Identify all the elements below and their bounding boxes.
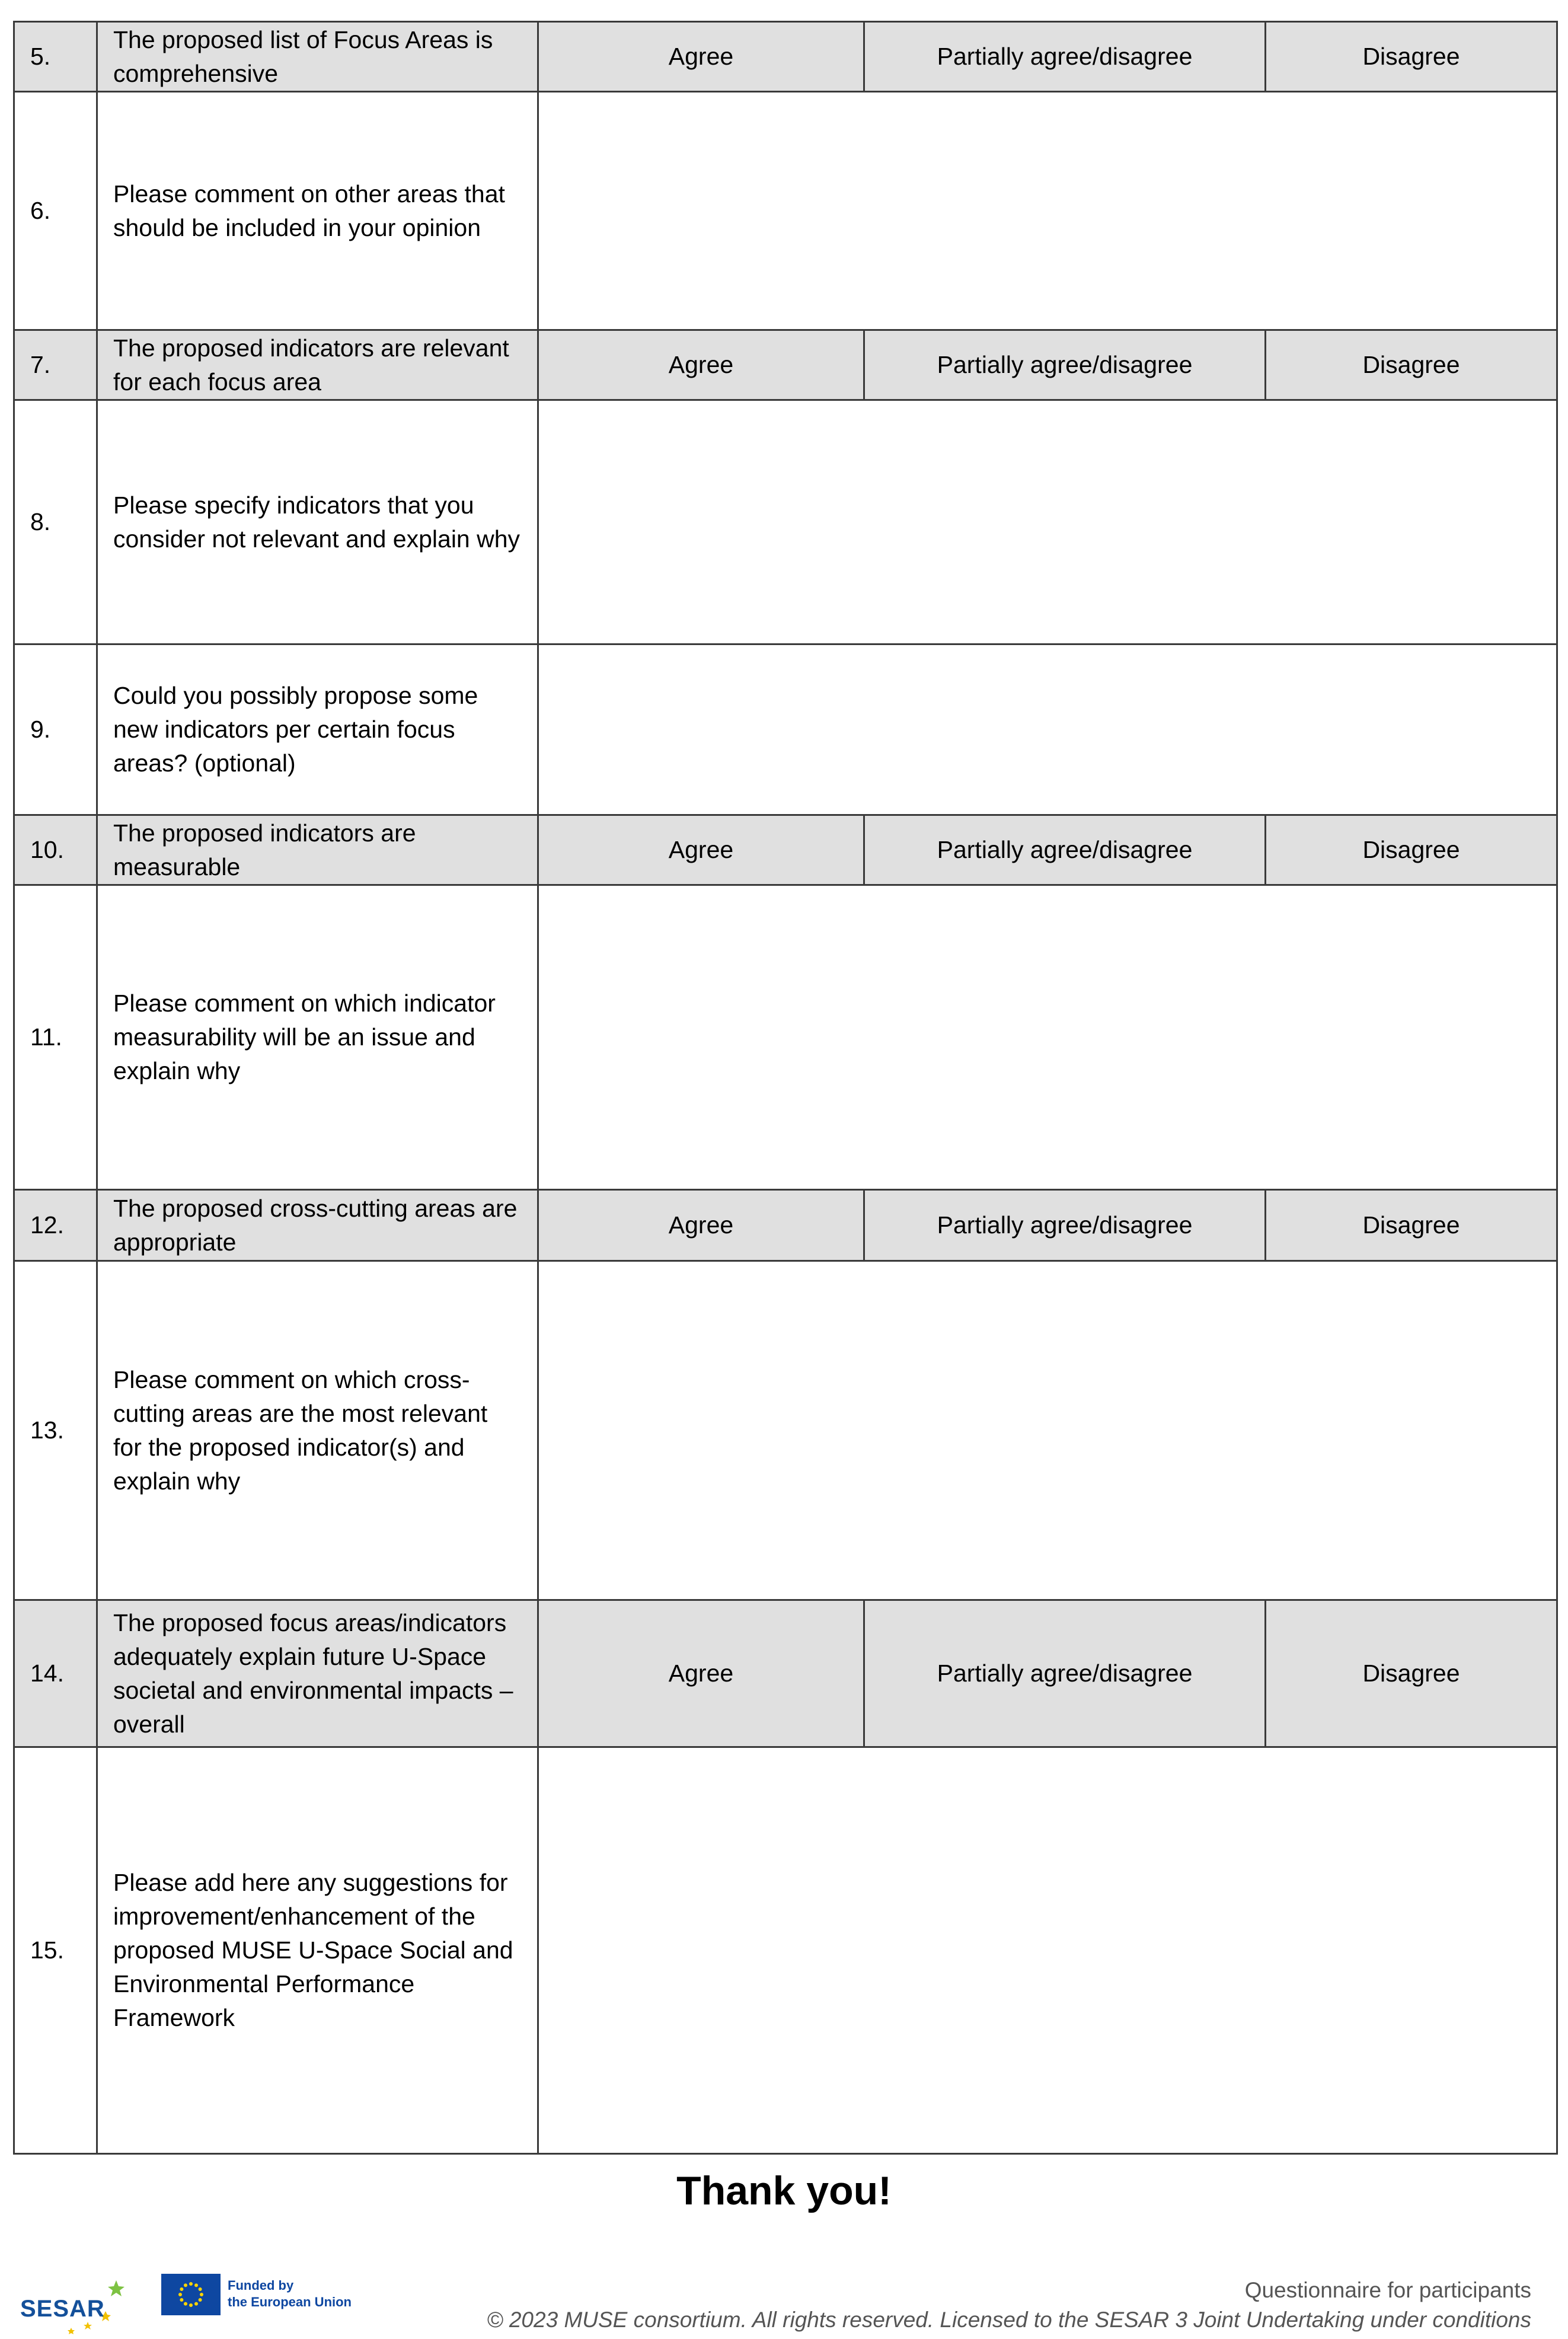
question-text: The proposed indicators are measurable — [97, 815, 538, 885]
option-disagree[interactable]: Disagree — [1266, 330, 1557, 400]
question-number: 9. — [14, 644, 97, 815]
question-text: The proposed cross-cutting areas are appropriate — [97, 1190, 538, 1261]
option-agree[interactable]: Agree — [538, 22, 864, 92]
option-partially-agree[interactable]: Partially agree/disagree — [864, 1190, 1266, 1261]
answer-field[interactable] — [538, 1261, 1557, 1600]
question-number: 8. — [14, 400, 97, 644]
question-number: 10. — [14, 815, 97, 885]
question-text: The proposed indicators are relevant for each focus area — [97, 330, 538, 400]
question-row-10 — [14, 815, 1557, 885]
option-agree[interactable]: Agree — [538, 1600, 864, 1747]
answer-field[interactable] — [538, 92, 1557, 330]
eu-funding-text: Funded by the European Union — [228, 2278, 352, 2309]
answer-field[interactable] — [538, 400, 1557, 644]
option-partially-agree[interactable]: Partially agree/disagree — [864, 22, 1266, 92]
question-row-8 — [14, 400, 1557, 644]
question-row-12 — [14, 1190, 1557, 1261]
option-partially-agree[interactable]: Partially agree/disagree — [864, 815, 1266, 885]
question-number: 12. — [14, 1190, 97, 1261]
option-partially-agree[interactable]: Partially agree/disagree — [864, 1600, 1266, 1747]
option-disagree[interactable]: Disagree — [1266, 1600, 1557, 1747]
question-text: Please comment on which indicator measurability will be an issue and explain why — [97, 885, 538, 1190]
option-disagree[interactable]: Disagree — [1266, 815, 1557, 885]
question-row-13 — [14, 1261, 1557, 1600]
questionnaire-table — [13, 21, 1558, 2155]
answer-field[interactable] — [538, 644, 1557, 815]
option-agree[interactable]: Agree — [538, 330, 864, 400]
question-text: Please comment on other areas that should be included in your opinion — [97, 92, 538, 330]
question-row-11 — [14, 885, 1557, 1190]
question-text: Please add here any suggestions for improvement/enhancement of the proposed MUSE U-Space Social and Environmental Performance Framework — [97, 1747, 538, 2154]
question-row-15 — [14, 1747, 1557, 2154]
footer-title: Questionnaire for participants — [1244, 2278, 1531, 2302]
option-agree[interactable]: Agree — [538, 1190, 864, 1261]
question-number: 13. — [14, 1261, 97, 1600]
question-text: Could you possibly propose some new indicators per certain focus areas? (optional) — [97, 644, 538, 815]
question-row-5 — [14, 22, 1557, 92]
eu-funded-logo — [161, 2274, 363, 2315]
thank-you-heading: Thank you! — [676, 2168, 892, 2213]
question-text: The proposed list of Focus Areas is comprehensive — [97, 22, 538, 92]
question-number: 7. — [14, 330, 97, 400]
question-number: 15. — [14, 1747, 97, 2154]
answer-field[interactable] — [538, 1747, 1557, 2154]
question-number: 6. — [14, 92, 97, 330]
question-number: 11. — [14, 885, 97, 1190]
question-row-6 — [14, 92, 1557, 330]
question-text: Please comment on which cross-cutting areas are the most relevant for the proposed indicator(s) and explain why — [97, 1261, 538, 1600]
page-footer — [487, 2276, 1531, 2335]
option-agree[interactable]: Agree — [538, 815, 864, 885]
question-text: Please specify indicators that you consider not relevant and explain why — [97, 400, 538, 644]
answer-field[interactable] — [538, 885, 1557, 1190]
question-text: The proposed focus areas/indicators adequately explain future U-Space societal and environmental impacts – overall — [97, 1600, 538, 1747]
option-disagree[interactable]: Disagree — [1266, 1190, 1557, 1261]
question-row-9 — [14, 644, 1557, 815]
question-row-14 — [14, 1600, 1557, 1747]
sesar-logo: SESAR — [17, 2270, 135, 2335]
question-row-7 — [14, 330, 1557, 400]
option-disagree[interactable]: Disagree — [1266, 22, 1557, 92]
question-number: 5. — [14, 22, 97, 92]
eu-flag-icon — [161, 2274, 221, 2315]
question-number: 14. — [14, 1600, 97, 1747]
option-partially-agree[interactable]: Partially agree/disagree — [864, 330, 1266, 400]
footer-copyright: © 2023 MUSE consortium. All rights reserved. Licensed to the SESAR 3 Joint Undertaking under conditions — [487, 2308, 1531, 2332]
